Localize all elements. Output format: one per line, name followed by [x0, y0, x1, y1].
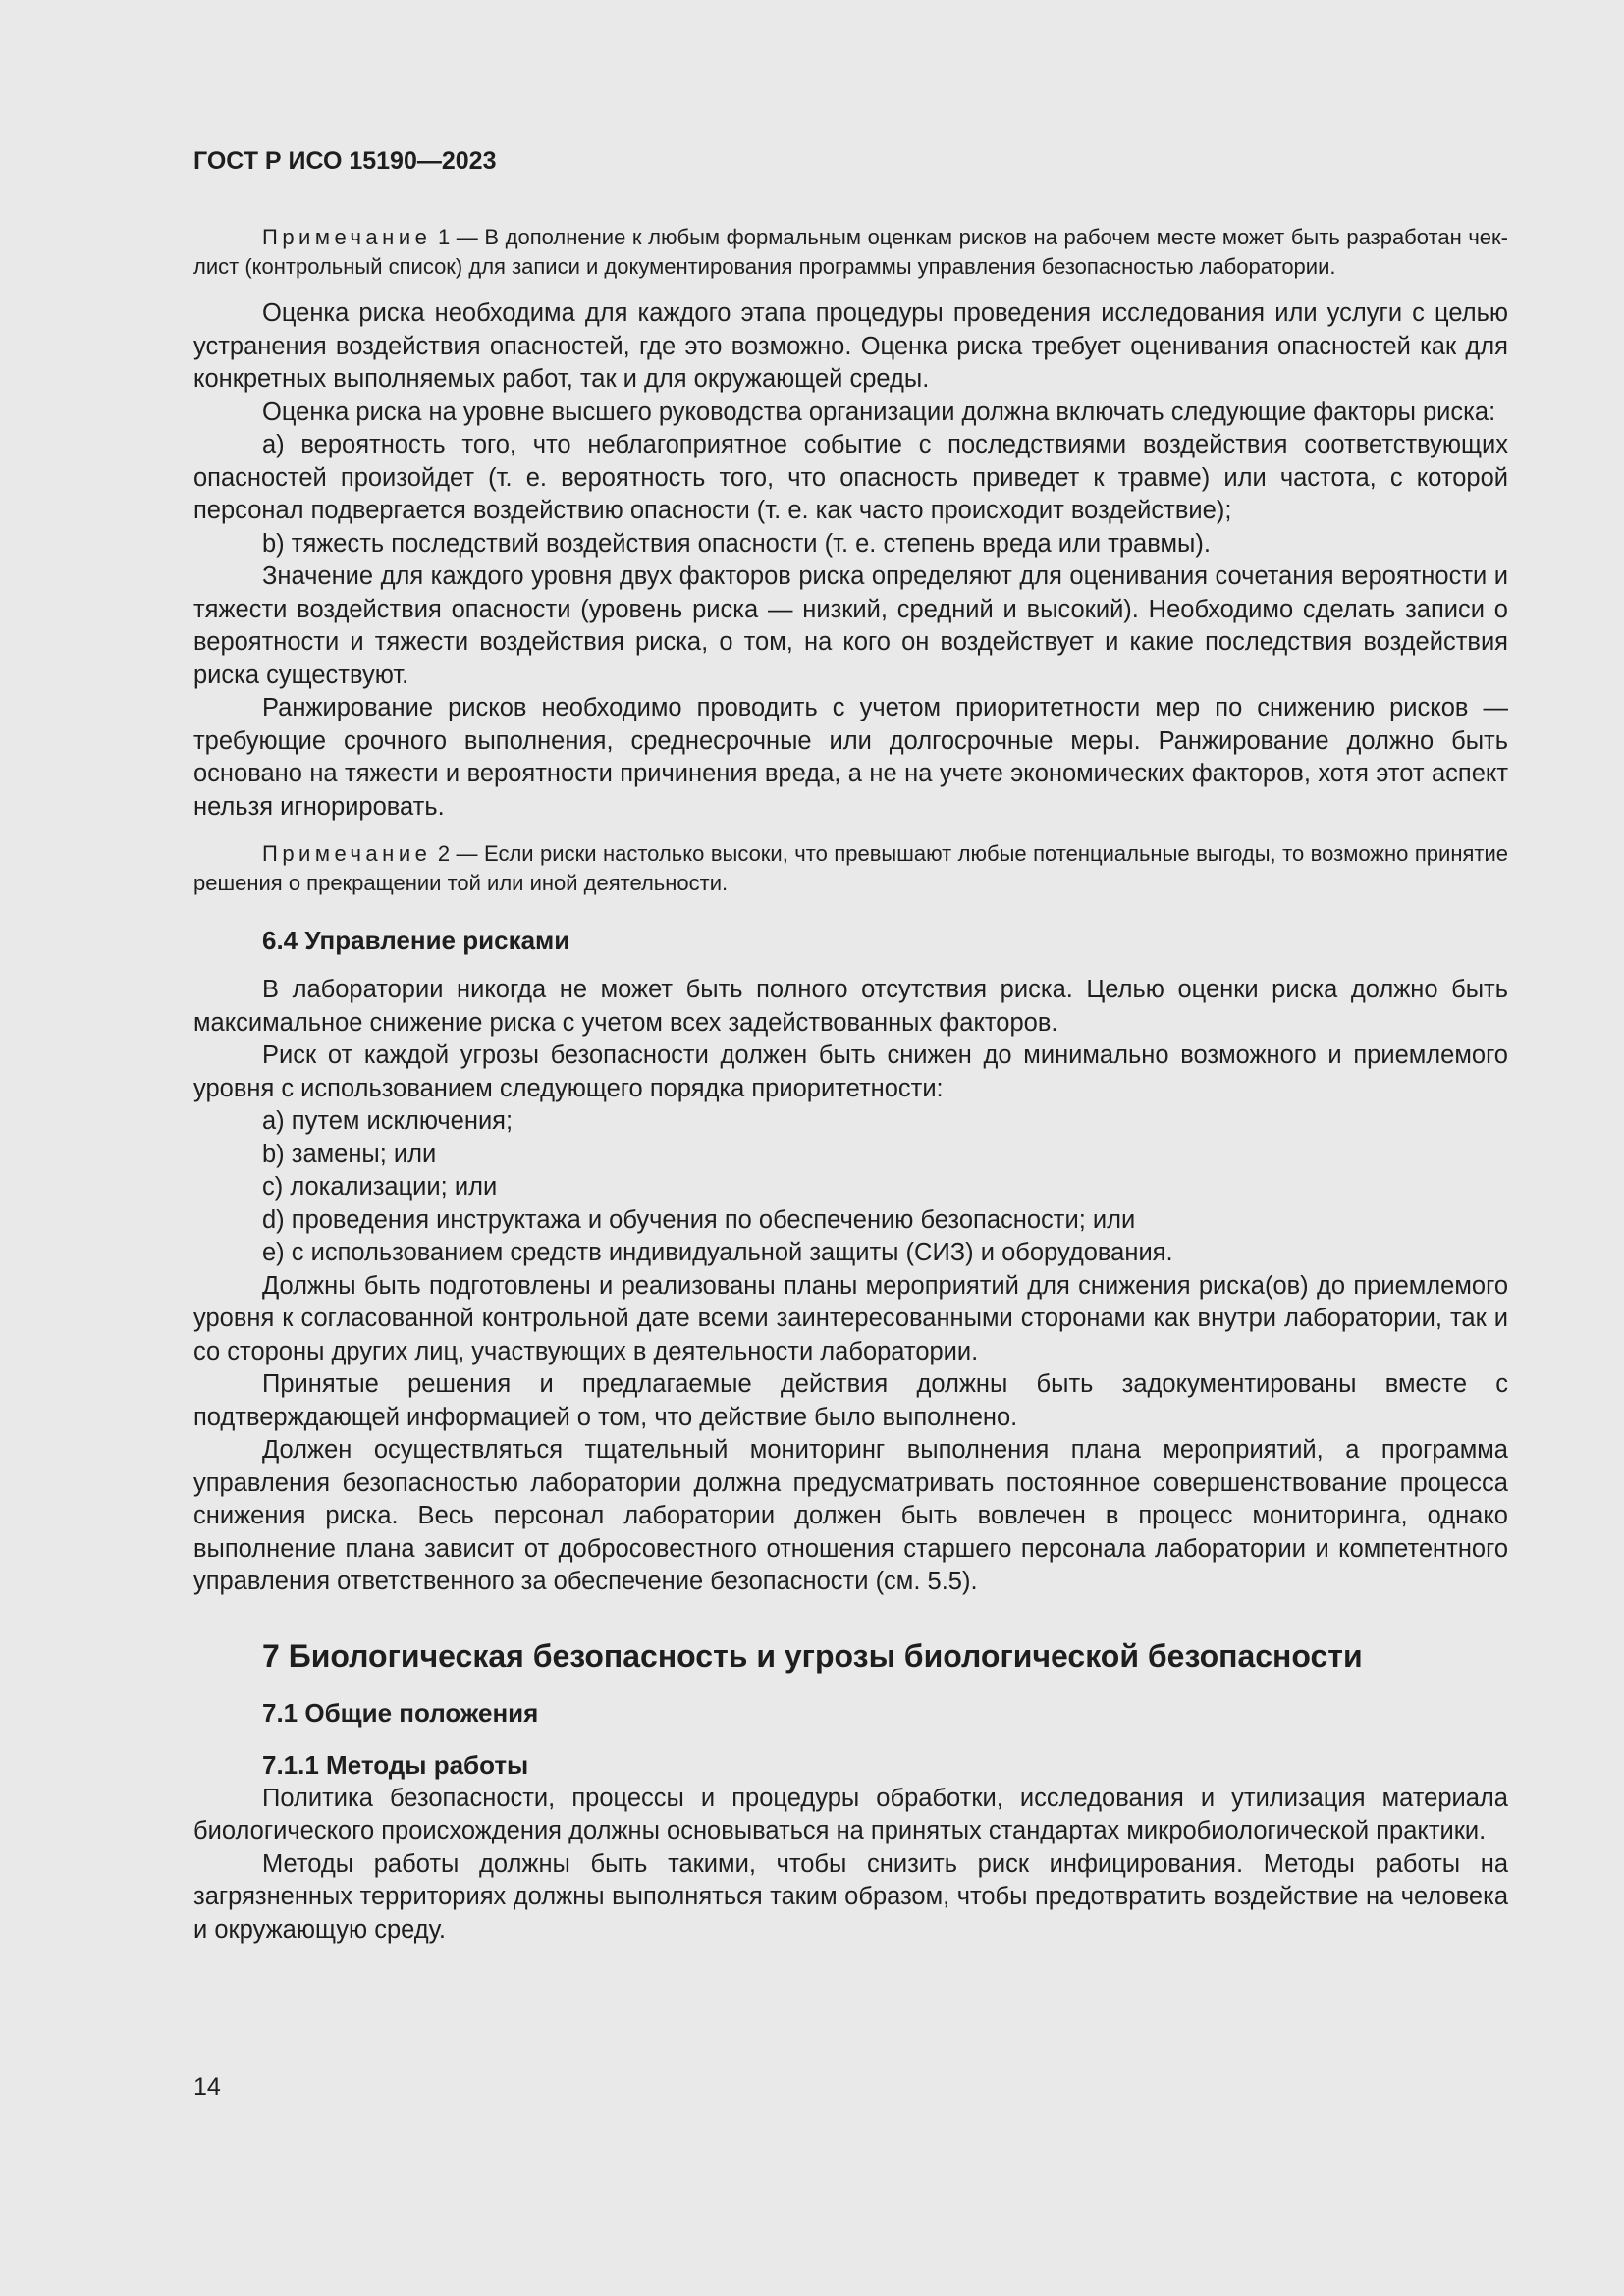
paragraph: Оценка риска необходима для каждого этапа процедуры проведения исследования или услуги с целью устранения воздействия опасностей, где это возможно. Оценка риска требует оценивания опасностей как для конкретных выполняемых работ, так и для окружающей среды.	[193, 299, 1508, 393]
note-label: Примечание	[262, 841, 432, 866]
page-number: 14	[193, 2073, 221, 2101]
note-1	[193, 223, 1508, 282]
note-label: Примечание	[262, 225, 432, 249]
paragraph: Должен осуществляться тщательный мониторинг выполнения плана мероприятий, а программа управления безопасностью лаборатории должна предусматривать постоянное совершенствование процесса снижения риска. Весь персонал лаборатории должен быть вовлечен в процесс мониторинга, однако выполнение плана зависит от добросовестного отношения старшего персонала лаборатории и компетентного управления ответственного за обеспечение безопасности (см. 5.5).	[193, 1436, 1508, 1595]
section-heading-7: 7 Биологическая безопасность и угрозы биологической безопасности	[262, 1637, 1363, 1674]
list-item: b) тяжесть последствий воздействия опасности (т. е. степень вреда или травмы).	[262, 529, 1211, 558]
section-heading-7-1: 7.1 Общие положения	[262, 1697, 539, 1728]
list-item: a) вероятность того, что неблагоприятное событие с последствиями воздействия соответствующих опасностей произойдет (т. е. вероятность того, что опасность приведет к травме) или частота, с которой персонал подвергается воздействию опасности (т. е. как часто происходит воздействие);	[193, 431, 1508, 524]
section-heading-6-4: 6.4 Управление рисками	[262, 926, 570, 955]
list-item: c) локализации; или	[262, 1173, 498, 1201]
list-item: e) с использованием средств индивидуальной защиты (СИЗ) и оборудования.	[262, 1239, 1173, 1266]
list-item: d) проведения инструктажа и обучения по обеспечению безопасности; или	[262, 1205, 1136, 1234]
paragraph: Методы работы должны быть такими, чтобы снизить риск инфицирования. Методы работы на загрязненных территориях должны выполняться таким образом, чтобы предотвратить воздействие на человека и окружающую среду.	[193, 1849, 1508, 1944]
paragraph: Ранжирование рисков необходимо проводить с учетом приоритетности мер по снижению рисков — требующие срочного выполнения, среднесрочные или долгосрочные меры. Ранжирование должно быть основано на тяжести и вероятности причинения вреда, а не на учете экономических факторов, хотя этот аспект нельзя игнорировать.	[193, 694, 1508, 821]
paragraph: Оценка риска на уровне высшего руководства организации должна включать следующие факторы риска:	[262, 398, 1496, 426]
document-header: ГОСТ Р ИСО 15190—2023	[193, 147, 497, 175]
paragraph: Значение для каждого уровня двух факторов риска определяют для оценивания сочетания вероятности и тяжести воздействия опасности (уровень риска — низкий, средний и высокий). Необходимо сделать записи о вероятности и тяжести воздействия риска, о том, на кого он воздействует и какие последствия воздействия риска существуют.	[193, 562, 1508, 689]
paragraph: Политика безопасности, процессы и процедуры обработки, исследования и утилизация материала биологического происхождения должны основываться на принятых стандартах микробиологической практики.	[193, 1784, 1508, 1844]
list-item: a) путем исключения;	[262, 1107, 514, 1135]
section-heading-7-1-1: 7.1.1 Методы работы	[262, 1749, 529, 1780]
note-2	[193, 839, 1508, 898]
note-text: 1 — В дополнение к любым формальным оценкам рисков на рабочем месте может быть разработан чек-лист (контрольный список) для записи и документирования программы управления безопасностью лаборатории.	[193, 225, 1508, 279]
paragraph: Риск от каждой угрозы безопасности должен быть снижен до минимально возможного и приемлемого уровня с использованием следующего порядка приоритетности:	[193, 1041, 1508, 1102]
note-text: 2 — Если риски настолько высоки, что превышают любые потенциальные выгоды, то возможно принятие решения о прекращении той или иной деятельности.	[193, 841, 1508, 895]
paragraph: В лаборатории никогда не может быть полного отсутствия риска. Целью оценки риска должно быть максимальное снижение риска с учетом всех задействованных факторов.	[193, 976, 1508, 1037]
paragraph: Принятые решения и предлагаемые действия должны быть задокументированы вместе с подтверждающей информацией о том, что действие было выполнено.	[193, 1370, 1508, 1431]
list-item: b) замены; или	[262, 1140, 437, 1168]
paragraph: Должны быть подготовлены и реализованы планы мероприятий для снижения риска(ов) до приемлемого уровня к согласованной контрольной дате всеми заинтересованными сторонами как внутри лаборатории, так и со стороны других лиц, участвующих в деятельности лаборатории.	[193, 1271, 1508, 1365]
